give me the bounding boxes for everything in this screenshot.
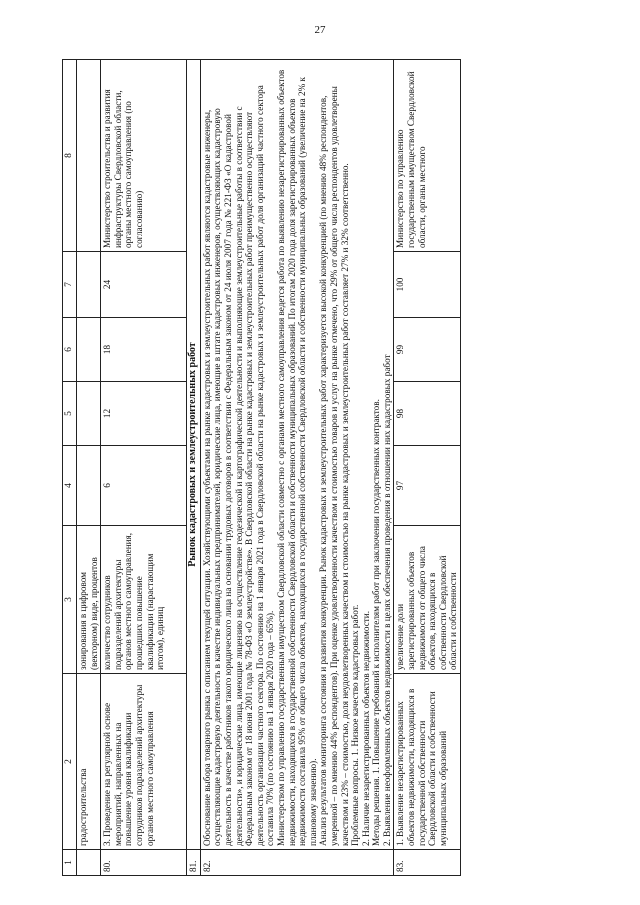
value-cell	[77, 446, 101, 526]
paragraph: Обоснование выбора товарного рынка с описанием текущей ситуации. Хозяйствующими субъектами на рынке кадастровых и землеустроительных работ являются кадастровые инженеры, осуществляющие кадастровую деятельность в качестве индивидуальных предпринимателей, юридические лица, имеющие в штате кадастровых инженеров, осуществляющих кадастровую деятельность в качестве работников такого юридического лица на основании трудовых договоров в соответствии с Федеральным законом от 24 июля 2007 года № 221-ФЗ «О кадастровой деятельности», и юридические лица, имеющие лицензию на осуществление геодезической и картографической деятельности и выполняющие землеустроительные работы в соответствии с Федеральным законом от 18 июня 2001 года № 78-ФЗ «О землеустройстве». В Свердловской области на рынке кадастровых и землеустроительных работ преимущественно осуществляют деятельность организации частного сектора. По состоянию на 1 января 2021 года в Свердловской области на рынке кадастровых и землеустроительных работ доля организаций частного сектора составила 70% (по состоянию на 1 января 2020 года – 65%).	[201, 85, 276, 846]
column-number: 4	[63, 446, 77, 526]
responsible-cell: Министерство по управлению государственным имуществом Свердловской области, органы местного	[394, 60, 461, 252]
paragraph: Проблемные вопросы. 1. Низкое качество кадастровых работ.	[350, 604, 361, 846]
value-cell: 98	[394, 382, 461, 446]
program-table	[62, 59, 461, 876]
section-title: Рынок кадастровых и землеустроительных работ	[187, 60, 201, 850]
value-cell: 6	[101, 446, 187, 526]
value-cell	[77, 318, 101, 382]
indicator-cell: зонирования в цифровом (векторном) виде, процентов	[77, 526, 101, 674]
table-row	[394, 60, 461, 876]
value-cell	[77, 382, 101, 446]
value-cell: 18	[101, 318, 187, 382]
value-cell	[77, 252, 101, 318]
page-number: 27	[314, 24, 326, 36]
column-number: 3	[63, 526, 77, 674]
value-cell: 99	[394, 318, 461, 382]
section-row	[187, 60, 201, 876]
row-number: 82.	[200, 850, 394, 876]
paragraph: Анализ результатов мониторинга состояния и развития конкуренции. Рынок кадастровых и землеустроительных работ характеризуется высокой конкуренцией (по мнению 48% респондентов, умеренной – по мнению 44% респондентов). При оценке удовлетворенности качеством и стоимостью товаров и услуг на рынке отмечено, что 29% от общего числа респондентов удовлетворены качеством и 23% – стоимостью, доля неудовлетворенных качеством и стоимостью на рынке кадастровых и землеустроительных работ составляет 27% и 32% соответственно.	[318, 86, 350, 846]
column-number: 5	[63, 382, 77, 446]
rotated-table-frame	[62, 60, 590, 876]
column-number: 6	[63, 318, 77, 382]
paragraph: Методы решения. 1. Повышение требований к исполнителям работ при заключении государственных контрактов.	[371, 399, 382, 846]
responsible-cell	[77, 60, 101, 252]
measure-cell: 3. Проведение на регулярной основе мероприятий, направленных на повышение уровня квалификации сотрудников подразделений архитектуры органов местного самоуправления	[101, 674, 187, 850]
value-cell: 24	[101, 252, 187, 318]
paragraph: Министерством по управлению государственным имуществом Свердловской области совместно с органами местного самоуправления ведется работа по выявлению незарегистрированных объектов недвижимости, находящихся в государственной собственности Свердловской области и собственности муниципальных образований. По итогам 2020 года доля зарегистрированных объектов недвижимости составила 95% от общего числа объектов, находящихся в государственной собственности Свердловской области и собственности муниципальных образований (увеличение на 2% к плановому значению).	[275, 69, 318, 846]
row-number: 83.	[394, 850, 461, 876]
row-number: 80.	[101, 850, 187, 876]
indicator-cell: увеличение доли зарегистрированных объектов недвижимости от общего числа объектов, находящихся в собственности Свердловской области и собственности	[394, 526, 461, 674]
table-row	[200, 60, 394, 876]
row-number	[77, 850, 101, 876]
table-row	[101, 60, 187, 876]
paragraph: 2. Выявление неоформленных объектов недвижимости в целях обеспечения проведения в отношении них кадастровых работ	[381, 354, 392, 846]
column-number: 1	[63, 850, 77, 876]
column-number-row	[63, 60, 77, 876]
column-number: 2	[63, 674, 77, 850]
paragraph: 2. Наличие незарегистрированных объектов недвижимости.	[360, 610, 371, 846]
indicator-cell: количество сотрудников подразделений архитектуры органов местного самоуправления, прошедших повышение квалификации (нарастающим итогом), единиц	[101, 526, 187, 674]
measure-cell: градостроительства	[77, 674, 101, 850]
market-description	[200, 60, 394, 850]
value-cell: 100	[394, 252, 461, 318]
column-number: 8	[63, 60, 77, 252]
value-cell: 97	[394, 446, 461, 526]
measure-cell: 1. Выявление незарегистрированных объектов недвижимости, находящихся в государственной собственности Свердловской области и собственности муниципальных образований	[394, 674, 461, 850]
column-number: 7	[63, 252, 77, 318]
continued-row	[77, 60, 101, 876]
value-cell: 12	[101, 382, 187, 446]
responsible-cell: Министерство строительства и развития инфраструктуры Свердловской области, органы местного самоуправления (по согласованию)	[101, 60, 187, 252]
row-number: 81.	[187, 850, 201, 876]
